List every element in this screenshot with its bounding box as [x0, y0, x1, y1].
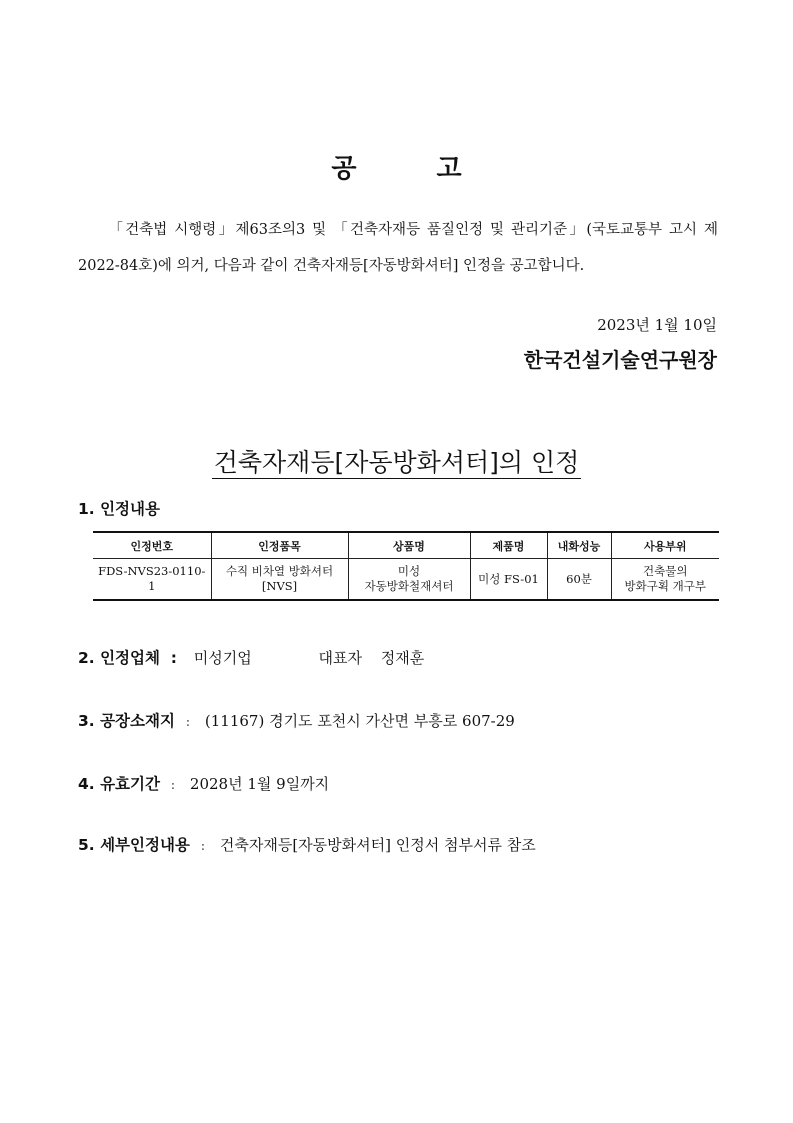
section-4	[78, 772, 329, 794]
company-name: 미성기업	[193, 649, 252, 667]
cell-cert-no: FDS-NVS23-0110-1	[93, 559, 211, 601]
section-3-colon: :	[185, 715, 191, 730]
notice-date: 2023년 1월 10일	[597, 316, 717, 334]
cell-usage	[611, 559, 719, 601]
representative-name: 정재훈	[380, 649, 425, 667]
notice-body	[78, 212, 718, 284]
validity-period: 2028년 1월 9일까지	[189, 775, 330, 793]
col-fire-rating: 내화성능	[547, 532, 611, 559]
detail-reference: 건축자재등[자동방화셔터] 인정서 첨부서류 참조	[219, 836, 536, 854]
table-row	[93, 559, 719, 601]
document-title-text: 건축자재등[자동방화셔터]의 인정	[213, 448, 580, 477]
col-product-name: 제품명	[470, 532, 547, 559]
section-5-heading: 5. 세부인정내용	[78, 836, 190, 854]
cell-usage-line1: 건축물의	[643, 564, 688, 578]
section-3-heading: 3. 공장소재지	[78, 712, 175, 730]
section-5-colon: :	[200, 839, 206, 854]
section-1-heading: 1. 인정내용	[78, 500, 160, 518]
cell-brand-line2: 자동방화철재셔터	[364, 579, 454, 593]
cell-cert-item-line1: 수직 비차열 방화셔터	[225, 564, 334, 578]
cell-usage-line2: 방화구획 개구부	[624, 579, 706, 593]
cell-brand-line1: 미성	[397, 564, 421, 578]
cell-cert-item-line2: [NVS]	[261, 579, 298, 593]
section-2-heading: 2. 인정업체	[78, 649, 160, 667]
section-4-colon: :	[170, 778, 176, 793]
col-usage: 사용부위	[611, 532, 719, 559]
section-4-heading: 4. 유효기간	[78, 775, 160, 793]
notice-title-left: 공	[331, 154, 357, 184]
col-brand-name: 상품명	[348, 532, 470, 559]
section-2	[78, 646, 424, 668]
cell-fire-rating: 60분	[547, 559, 611, 601]
factory-address: (11167) 경기도 포천시 가산면 부흥로 607-29	[204, 712, 515, 730]
notice-title	[0, 148, 793, 185]
table-header-row	[93, 532, 719, 559]
certification-table	[93, 531, 719, 601]
section-2-colon: :	[170, 649, 177, 667]
col-cert-item: 인정품목	[211, 532, 348, 559]
document-title	[0, 443, 793, 479]
representative-label: 대표자	[318, 649, 362, 667]
section-5	[78, 833, 536, 855]
section-1	[78, 497, 160, 519]
section-3	[78, 709, 515, 731]
notice-body-text: 「건축법 시행령」제63조의3 및 「건축자재등 품질인정 및 관리기준」(국토교통부 고시 제2022-84호)에 의거, 다음과 같이 건축자재등[자동방화셔터] 인정을 공고합니다.	[78, 222, 718, 274]
cell-brand-name	[348, 559, 470, 601]
cell-product-name: 미성 FS-01	[470, 559, 547, 601]
notice-title-right: 고	[436, 154, 462, 184]
col-cert-no: 인정번호	[93, 532, 211, 559]
issuer-name: 한국건설기술연구원장	[523, 348, 717, 372]
cell-cert-item	[211, 559, 348, 601]
